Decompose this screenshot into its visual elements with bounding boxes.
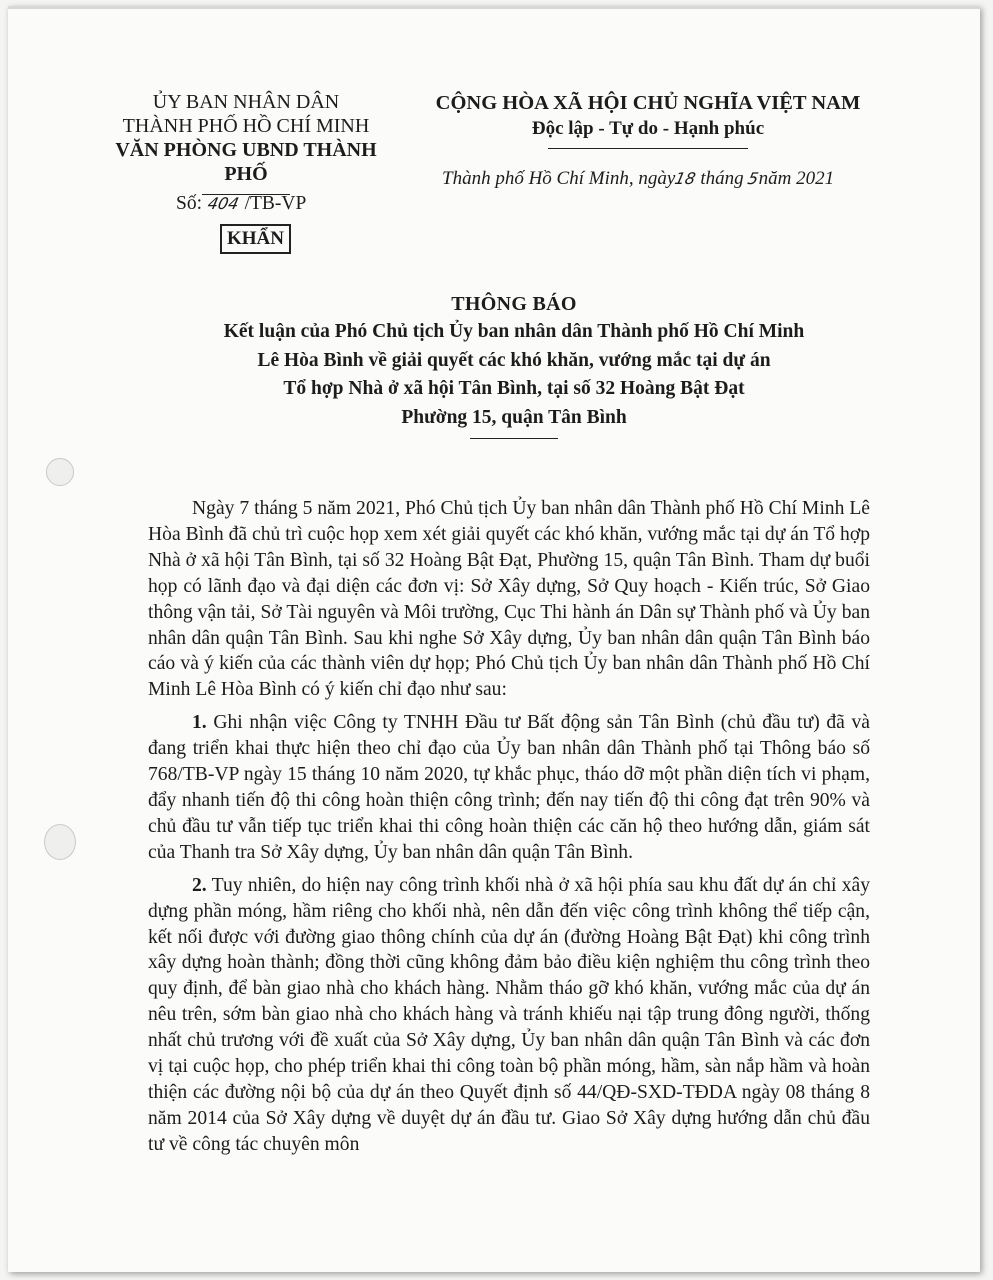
nation-title: CỘNG HÒA XÃ HỘI CHỦ NGHĨA VIỆT NAM [435, 92, 861, 114]
handwritten-day: 18 [673, 169, 698, 188]
title-heading: THÔNG BÁO [451, 293, 577, 315]
nation-motto: Độc lập - Tự do - Hạnh phúc [531, 118, 765, 139]
item-1-number: 1. [192, 712, 207, 734]
subtitle-line-2: Lê Hòa Bình về giải quyết các khó khăn, vướng mắc tại dự án [257, 349, 771, 371]
scan-edge [8, 6, 980, 9]
issuing-agency [96, 90, 396, 195]
item-1-paragraph [148, 710, 870, 865]
handwritten-month: 5 [746, 169, 761, 188]
handwritten-number: 404 [205, 194, 241, 213]
date-month-label: tháng [700, 168, 744, 189]
motto-underline [548, 148, 748, 149]
number-label: Số: [176, 193, 203, 214]
title-underline [470, 438, 558, 439]
number-suffix: /TB-VP [244, 193, 307, 214]
item-2-text: Tuy nhiên, do hiện nay công trình khối nhà ở xã hội phía sau khu đất dự án chỉ xây dựng phần móng, hầm riêng cho khối nhà, nên dẫn đến việc công trình không thể tiếp cận, kết nối được với đường giao thông chính của dự án (đường Hoàng Bật Đạt) khi công trình xây dựng hoàn thành; đồng thời cũng không đảm bảo điều kiện nghiệm thu công trình theo quy định, để bàn giao nhà cho khách hàng. Nhằm tháo gỡ khó khăn, vướng mắc của dự án nêu trên, sớm bàn giao nhà cho khách hàng và tránh khiếu nại tập trung đông người, thống nhất chủ trương với đề xuất của Sở Xây dựng, Ủy ban nhân dân quận Tân Bình và các đơn vị tại cuộc họp, cho phép triển khai thi công toàn bộ phần móng, hầm, sàn nắp hầm và hoàn thiện các đường nội bộ của dự án theo Quyết định số 44/QĐ-SXD-TĐDA ngày 08 tháng 8 năm 2014 của Sở Xây dựng về duyệt dự án đầu tư. Giao Sở Xây dựng hướng dẫn chủ đầu tư về công tác chuyên môn [148, 874, 871, 1155]
document-number [176, 193, 306, 215]
punch-hole-bottom [44, 824, 76, 860]
date-year: năm 2021 [758, 168, 835, 189]
urgency-stamp: KHẨN [220, 224, 291, 254]
item-2-number: 2. [192, 874, 207, 896]
subtitle-line-1: Kết luận của Phó Chủ tịch Ủy ban nhân dân Thành phố Hồ Chí Minh [223, 321, 805, 342]
agency-line-3: VĂN PHÒNG UBND THÀNH PHỐ [115, 139, 377, 185]
subtitle-line-3: Tổ hợp Nhà ở xã hội Tân Bình, tại số 32 Hoàng Bật Đạt [283, 378, 745, 399]
national-motto [428, 90, 868, 149]
item-1-text: Ghi nhận việc Công ty TNHH Đầu tư Bất động sản Tân Bình (chủ đầu tư) đã và đang triển khai thực hiện theo chỉ đạo của Ủy ban nhân dân Thành phố tại Thông báo số 768/TB-VP ngày 15 tháng 10 năm 2020, tự khắc phục, tháo dỡ một phần diện tích vi phạm, đẩy nhanh tiến độ thi công hoàn thiện công trình; đến nay tiến độ thi công đạt trên 90% và chủ đầu tư vẫn tiếp tục triển khai thi công hoàn thiện các căn hộ theo hướng dẫn, giám sát của Thanh tra Sở Xây dựng, Ủy ban nhân dân quận Tân Bình. [148, 712, 870, 863]
agency-line-2: THÀNH PHỐ HỒ CHÍ MINH [122, 115, 370, 137]
punch-hole-top [46, 458, 74, 486]
place-and-date [442, 168, 834, 190]
intro-paragraph: Ngày 7 tháng 5 năm 2021, Phó Chủ tịch Ủy ban nhân dân Thành phố Hồ Chí Minh Lê Hòa Bình đã chủ trì cuộc họp xem xét giải quyết các khó khăn, vướng mắc tại dự án Tổ hợp Nhà ở xã hội Tân Bình, tại số 32 Hoàng Bật Đạt, Phường 15, quận Tân Bình. Tham dự buổi họp có lãnh đạo và đại diện các đơn vị: Sở Xây dựng, Sở Quy hoạch - Kiến trúc, Sở Giao thông vận tải, Sở Tài nguyên và Môi trường, Cục Thi hành án Dân sự Thành phố và Ủy ban nhân dân quận Tân Bình. Sau khi nghe Sở Xây dựng, Ủy ban nhân dân quận Tân Bình báo cáo và ý kiến của các thành viên dự họp; Phó Chủ tịch Ủy ban nhân dân Thành phố Hồ Chí Minh Lê Hòa Bình có ý kiến chỉ đạo như sau: [148, 498, 870, 701]
document-title [148, 290, 880, 439]
date-prefix: Thành phố Hồ Chí Minh, ngày [442, 168, 676, 189]
agency-line-1: ỦY BAN NHÂN DÂN [152, 91, 340, 113]
subtitle-line-4: Phường 15, quận Tân Bình [401, 406, 627, 428]
item-2-paragraph [148, 873, 870, 1158]
document-page [8, 6, 980, 1272]
document-body [148, 496, 870, 1165]
